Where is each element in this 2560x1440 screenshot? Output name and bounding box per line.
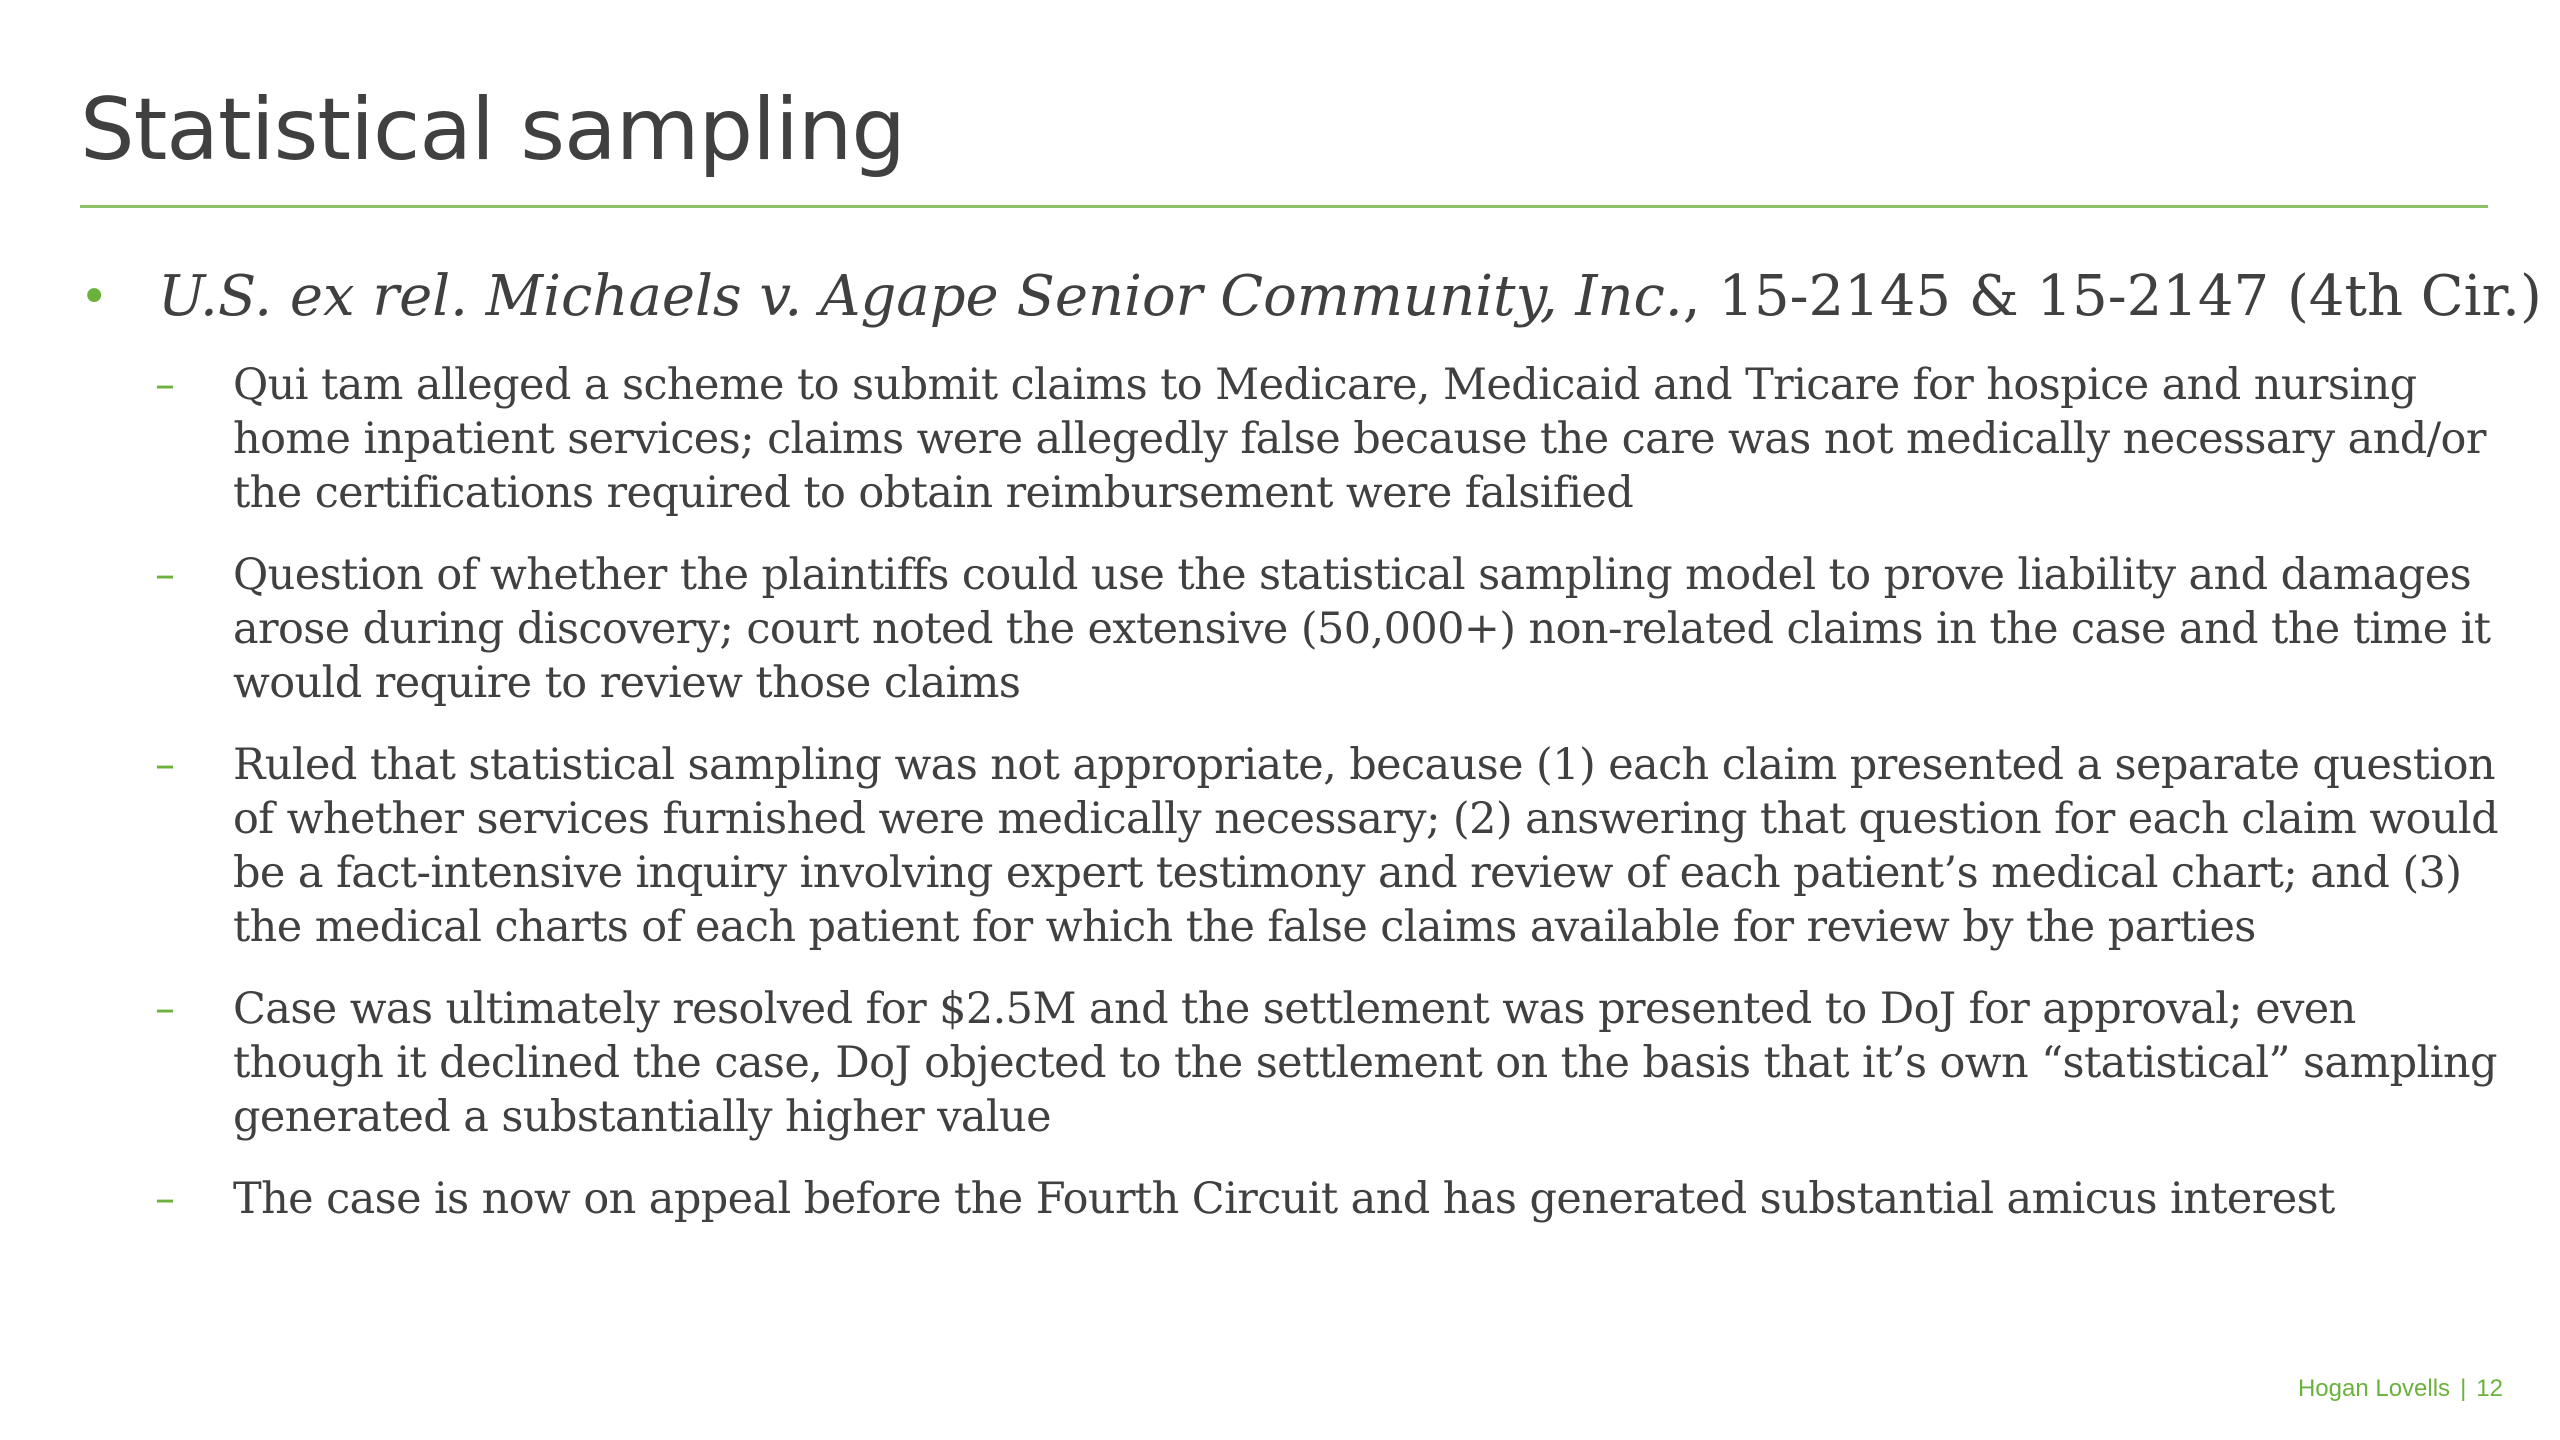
dash-icon: – — [155, 362, 175, 408]
subbullet-item — [155, 358, 2500, 520]
bullet-icon: • — [80, 269, 109, 325]
subbullet-item — [155, 738, 2500, 954]
subbullet-item — [155, 1172, 2500, 1226]
case-name: U.S. ex rel. Michaels v. Agape Senior Community, Inc. — [158, 264, 1683, 329]
footer-separator: | — [2460, 1375, 2467, 1402]
slide-title: Statistical sampling — [80, 80, 906, 180]
case-citation: , 15-2145 & 15-2147 (4th Cir.) — [1682, 264, 2542, 329]
dash-icon: – — [155, 552, 175, 598]
dash-icon: – — [155, 1176, 175, 1222]
dash-icon: – — [155, 986, 175, 1032]
case-bullet-text — [158, 262, 2542, 332]
title-divider — [80, 205, 2488, 208]
subbullet-text: Ruled that statistical sampling was not appropriate, because (1) each claim presented a separate question of whether services furnished were medically necessary; (2) answering that question for each claim would be a fact-intensive inquiry involving expert testimony and review of each patient’s medical chart; and (3) the medical charts of each patient for which the false claims available for review by the parties — [233, 740, 2498, 952]
subbullet-text: The case is now on appeal before the Fourth Circuit and has generated substantial amicus interest — [233, 1174, 2335, 1224]
subbullet-text: Question of whether the plaintiffs could use the statistical sampling model to prove liability and damages arose during discovery; court noted the extensive (50,000+) non-related claims in the case and the time it would require to review those claims — [233, 550, 2491, 708]
subbullet-item — [155, 548, 2500, 710]
slide-footer — [2298, 1375, 2503, 1403]
subbullet-item — [155, 982, 2500, 1144]
subbullet-text: Qui tam alleged a scheme to submit claims to Medicare, Medicaid and Tricare for hospice and nursing home inpatient services; claims were allegedly false because the care was not medically necessary and/or the certifications required to obtain reimbursement were falsified — [233, 360, 2486, 518]
firm-name: Hogan Lovells — [2297, 1375, 2451, 1402]
page-number: 12 — [2476, 1375, 2503, 1402]
subbullet-text: Case was ultimately resolved for $2.5M and the settlement was presented to DoJ for approval; even though it declined the case, DoJ objected to the settlement on the basis that it’s own “statistical” sampling generated a substantially higher value — [233, 984, 2497, 1142]
subbullet-list — [155, 358, 2500, 1254]
dash-icon: – — [155, 742, 175, 788]
